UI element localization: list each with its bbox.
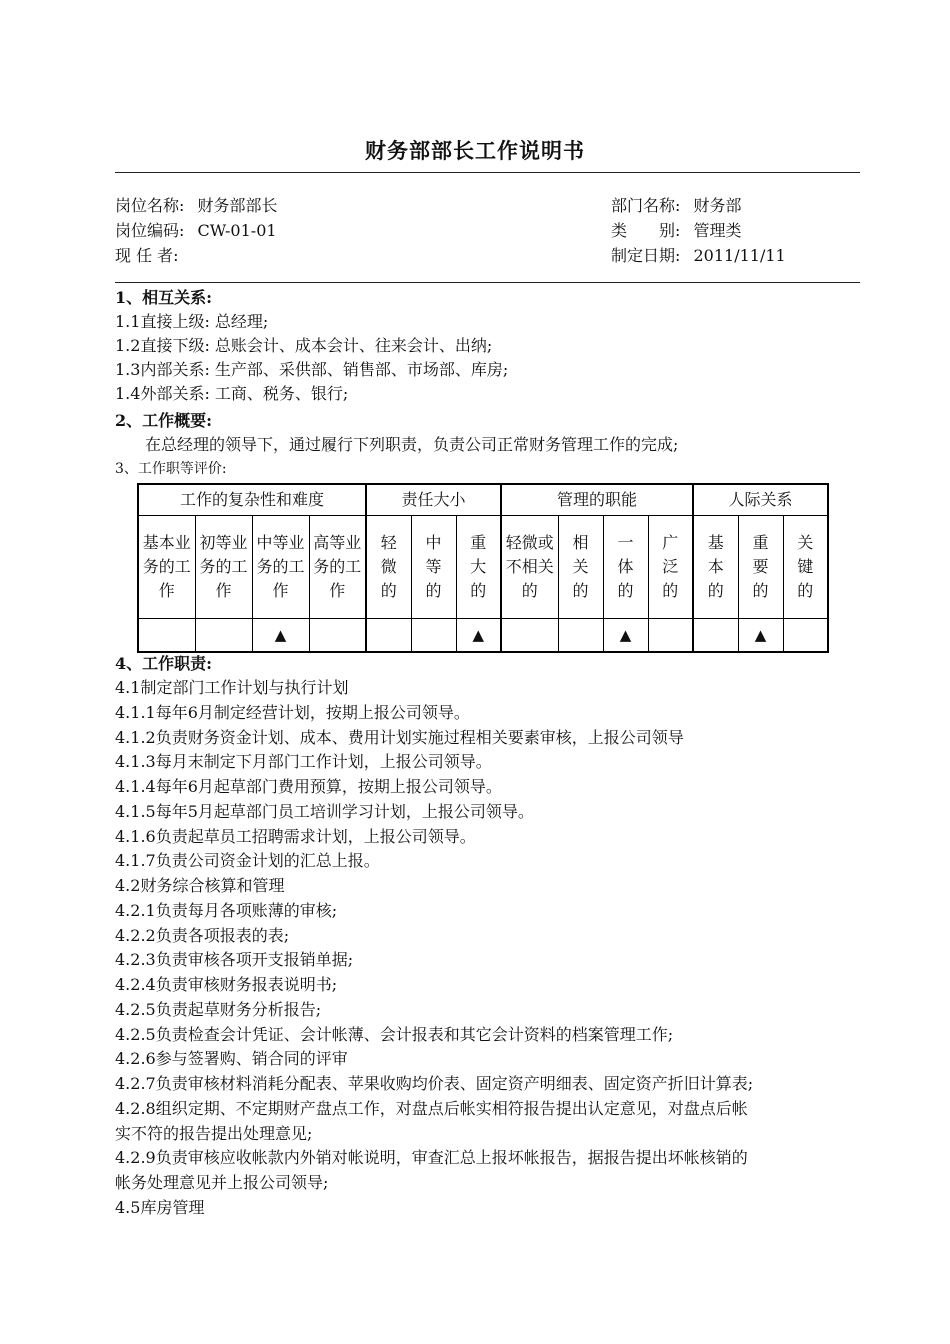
level-label: 关键的 <box>797 533 814 600</box>
date-row <box>611 243 786 268</box>
duty-line: 4.2.6参与签署购、销合同的评审 <box>115 1049 348 1069</box>
duty-line: 4.2.9负责审核应收帐款内外销对帐说明，审查汇总上报坏帐报告，据报告提出坏帐核销的 <box>115 1148 748 1168</box>
selected-mark: ▲ <box>456 619 501 653</box>
level-cell <box>648 516 693 619</box>
duty-line: 4.2财务综合核算和管理 <box>115 876 285 895</box>
duty-line: 帐务处理意见并上报公司领导; <box>115 1173 329 1192</box>
level-label: 轻微或不相关的 <box>505 533 554 600</box>
mark-cell <box>783 619 828 653</box>
mark-cell <box>693 619 738 653</box>
post-name-label: 岗位名称: <box>115 196 185 215</box>
level-label: 基本业务的工作 <box>142 533 191 600</box>
duty-line: 4.1.1每年6月制定经营计划，按期上报公司领导。 <box>115 702 470 722</box>
level-label: 中等业务的工作 <box>256 533 305 600</box>
duty-line: 4.2.2负责各项报表的表; <box>115 925 290 945</box>
duty-line: 4.2.7负责审核材料消耗分配表、苹果收购均价表、固定资产明细表、固定资产折旧计算表; <box>115 1074 754 1093</box>
selected-mark: ▲ <box>738 619 783 653</box>
mark-cell <box>138 619 195 653</box>
category-label: 类 别: <box>611 221 681 240</box>
level-cell <box>501 516 558 619</box>
duty-line: 4.2.1负责每月各项账薄的审核; <box>115 900 338 920</box>
section-4-heading: 4、工作职责: <box>115 654 213 673</box>
duty-line: 4.2.8组织定期、不定期财产盘点工作，对盘点后帐实相符报告提出认定意见，对盘点后帐 <box>115 1098 748 1118</box>
relation-item: 1.4外部关系: 工商、税务、银行; <box>115 384 349 403</box>
level-cell <box>456 516 501 619</box>
duty-line: 4.1.7负责公司资金计划的汇总上报。 <box>115 851 380 871</box>
mark-cell <box>366 619 411 653</box>
duty-line: 4.1.5每年5月起草部门员工培训学习计划，上报公司领导。 <box>115 801 534 821</box>
duty-line: 4.1制定部门工作计划与执行计划 <box>115 678 349 697</box>
incumbent-label: 现 任 者: <box>115 246 179 265</box>
duty-line: 4.2.3负责审核各项开支报销单据; <box>115 950 354 970</box>
post-code-row <box>115 218 277 243</box>
mark-cell <box>648 619 693 653</box>
level-label: 重大的 <box>470 533 487 600</box>
relation-item: 1.1直接上级: 总经理; <box>115 312 269 331</box>
duty-line: 4.1.4每年6月起草部门费用预算，按期上报公司领导。 <box>115 777 502 796</box>
duty-line: 4.2.5负责检查会计凭证、会计帐薄、会计报表和其它会计资料的档案管理工作; <box>115 1024 674 1044</box>
post-code-value: CW-01-01 <box>197 221 277 240</box>
level-label: 相关的 <box>572 533 589 600</box>
level-label: 一体的 <box>617 533 634 600</box>
group-header-complexity: 工作的复杂性和难度 <box>138 484 366 516</box>
selected-mark: ▲ <box>603 619 648 653</box>
level-label: 广泛的 <box>662 533 679 600</box>
dept-row <box>611 193 742 218</box>
duty-line: 实不符的报告提出处理意见; <box>115 1123 313 1143</box>
duty-line: 4.5库房管理 <box>115 1197 205 1217</box>
group-header-management: 管理的职能 <box>501 484 693 516</box>
category-row <box>611 218 742 243</box>
post-name-value: 财务部部长 <box>197 196 278 215</box>
level-label: 中等的 <box>425 533 442 600</box>
page-title: 财务部部长工作说明书 <box>365 138 585 163</box>
level-cell <box>693 516 738 619</box>
mark-cell <box>558 619 603 653</box>
duty-line: 4.2.5负责起草财务分析报告; <box>115 999 322 1019</box>
mark-cell <box>501 619 558 653</box>
level-cell <box>138 516 195 619</box>
date-value: 2011/11/11 <box>693 246 786 265</box>
duty-line: 4.1.6负责起草员工招聘需求计划，上报公司领导。 <box>115 826 476 846</box>
duty-line: 4.2.4负责审核财务报表说明书; <box>115 975 338 994</box>
level-label: 重要的 <box>752 533 769 600</box>
level-cell <box>783 516 828 619</box>
mark-cell <box>195 619 252 653</box>
level-cell <box>603 516 648 619</box>
dept-label: 部门名称: <box>611 196 681 215</box>
level-cell <box>738 516 783 619</box>
level-label: 高等业务的工作 <box>313 533 362 600</box>
relation-item: 1.3内部关系: 生产部、采供部、销售部、市场部、库房; <box>115 360 509 379</box>
level-label: 初等业务的工作 <box>199 533 248 600</box>
level-label: 基本的 <box>707 533 724 600</box>
relation-item: 1.2直接下级: 总账会计、成本会计、往来会计、出纳; <box>115 336 493 355</box>
post-name-row <box>115 193 278 218</box>
header-divider <box>115 282 860 283</box>
work-summary: 在总经理的领导下，通过履行下列职责，负责公司正常财务管理工作的完成; <box>145 435 679 454</box>
level-label: 轻微的 <box>380 533 397 600</box>
level-cell <box>252 516 309 619</box>
level-cell <box>309 516 366 619</box>
section-1-heading: 1、相互关系: <box>115 288 213 307</box>
category-value: 管理类 <box>693 221 742 240</box>
level-cell <box>366 516 411 619</box>
group-header-responsibility: 责任大小 <box>366 484 501 516</box>
level-cell <box>195 516 252 619</box>
duty-line: 4.1.2负责财务资金计划、成本、费用计划实施过程相关要素审核，上报公司领导 <box>115 727 684 747</box>
date-label: 制定日期: <box>611 246 681 265</box>
selected-mark: ▲ <box>252 619 309 653</box>
post-code-label: 岗位编码: <box>115 221 185 240</box>
incumbent-row <box>115 243 179 268</box>
job-grade-evaluation-table <box>137 483 829 653</box>
level-cell <box>411 516 456 619</box>
mark-cell <box>411 619 456 653</box>
section-3-heading: 3、工作职等评价: <box>115 461 227 477</box>
title-divider <box>115 172 860 173</box>
level-cell <box>558 516 603 619</box>
group-header-interpersonal: 人际关系 <box>693 484 828 516</box>
dept-value: 财务部 <box>693 196 742 215</box>
duty-line: 4.1.3每月末制定下月部门工作计划，上报公司领导。 <box>115 752 492 772</box>
section-2-heading: 2、工作概要: <box>115 411 213 430</box>
mark-cell <box>309 619 366 653</box>
